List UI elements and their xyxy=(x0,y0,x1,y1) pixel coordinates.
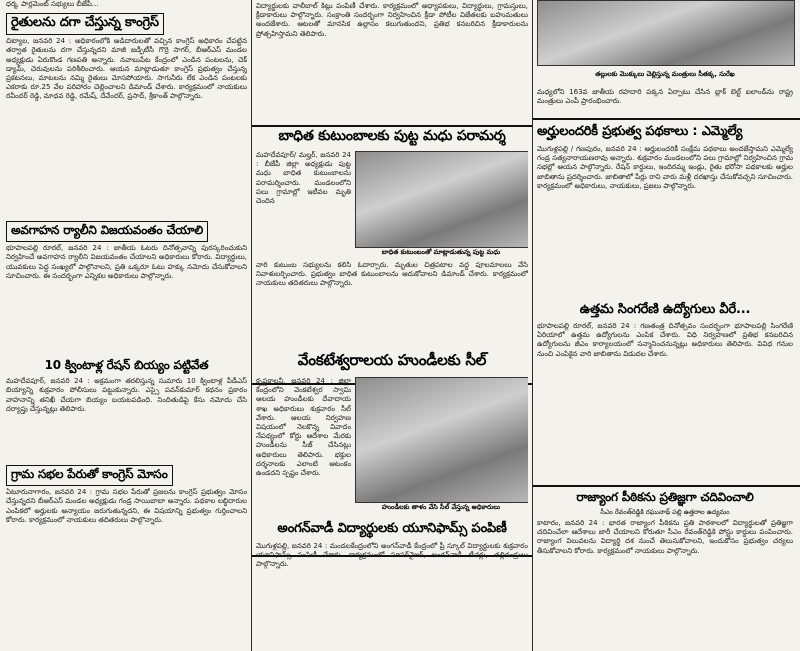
photo-hundi-sealing xyxy=(355,377,528,503)
column-left xyxy=(6,0,247,651)
headline-constitution-preamble: రాజ్యాంగ పీఠికను ప్రతిజ్ఞగా చదివించాలి xyxy=(576,490,754,504)
headline-farmers: రైతులను దగా చేస్తున్న కాంగ్రెస్ xyxy=(6,13,164,35)
article-body-top: మధ్యలోని 163వ జాతీయ రహదారి పక్కన ఏర్పాటు చేసిన బ్లాక్ బెల్ట్ ఐలాండ్‌ను రాష్ట్ర మంత్రులు ఎంపీ ప్రారంభించారు. xyxy=(537,88,793,106)
photo-bereaved-family xyxy=(355,151,528,248)
photo-caption: బాధిత కుటుంబంతో మాట్లాడుతున్న పుట్ట మధు xyxy=(381,248,501,256)
headline-rally: అవగాహన ర్యాలీని విజయవంతం చేయాలి xyxy=(6,221,208,242)
article-fragment: ధర్మ, పార్లమెంట్ సభ్యులు బీజేపీ... xyxy=(6,0,99,8)
headline-ration-rice: 10 క్వింటాళ్ల రేషన్ బియ్యం పట్టివేత xyxy=(44,358,209,373)
column-rule xyxy=(251,0,252,651)
article-body-anganwadi: మొగుళ్లపల్లి, జనవరి 24 : మండలకేంద్రంలోని అంగన్‌వాడీ కేంద్రంలో ప్రీ స్కూల్ విద్యార్థులకు శుక్రవారం యూనిఫామ్స్ పంపిణీ చేశారు. కార్యక్రమంలో సూపర్‌వైజర్, అంగన్‌వాడీ టీచర్లు, తల్లిదండ్రులు పాల్గొన్నారు. xyxy=(256,542,528,569)
headline-hundi-seal: వేంకటేశ్వరాలయ హుండీలకు సీల్ xyxy=(297,351,487,369)
article-body-top: విద్యార్థులకు వాలీబాల్ కిట్లు పంపిణీ చేశారు. కార్యక్రమంలో అధ్యాపకులు, విద్యార్థులు, గ్రామస్తులు, క్రీడాకారులు పాల్గొన్నారు. సంక్రాంతి సందర్భంగా నిర్వహించిన క్రీడా పోటీల విజేతలకు బహుమతులు అందజేశారు. ఆటలతో మానసిక ఉల్లాసం కలుగుతుందని, ప్రతిభ కనబరిచిన క్రీడాకారులను ప్రోత్సహిస్తామని తెలిపారు. xyxy=(256,2,528,38)
article-body-gram-sabha: ఏటూరునాగారం, జనవరి 24 : గ్రామ సభల పేరుతో ప్రజలను కాంగ్రెస్ ప్రభుత్వం మోసం చేస్తున్నదని బీఆర్ఎస్ మండల అధ్యక్షుడు గండ్ర సాయిబాబా అన్నారు. పథకాల లబ్ధిదారుల ఎంపికలో అర్హులకు అన్యాయం జరుగుతున్నదని, ఈ విషయాన్ని ప్రభుత్వం గుర్తించాలని కోరారు. కార్యక్రమంలో నాయకులు తదితరులు పాల్గొన్నారు. xyxy=(6,488,247,524)
headline-welfare-schemes: అర్హులందరికీ ప్రభుత్వ పథకాలు : ఎమ్మెల్యే xyxy=(537,124,743,139)
article-body-rally: భూపాలపల్లి రూరల్, జనవరి 24 : జాతీయ ఓటరు దినోత్సవాన్ని పురస్కరించుకుని నిర్వహించే అవగాహన ర్యాలీని విజయవంతం చేయాలని అధికారులు కోరారు. విద్యార్థులు, యువకులు పెద్ద సంఖ్యలో పాల్గొనాలని, ప్రతి ఒక్కరూ ఓటు హక్కు నమోదు చేసుకోవాలని సూచించారు. ఈ సందర్భంగా ఎన్నికల అధికారులు పాల్గొన్నారు. xyxy=(6,244,247,280)
article-body-farmers: చిట్యాల, జనవరి 24 : అధికారంలోకి అడిదారులతో వచ్చిన కాంగ్రెస్ అధికారం చేపట్టిన తర్వాత రైతులను దగా చేస్తున్నదని మాజీ జడ్పీటీసీ గొర్రె సాగర్, బీఆర్ఎస్ మండల అధ్యక్షుడు ఏరుకొండ గణపతి అన్నారు. నవాబుపేట కేంద్రంలో ఎండిన పంటలను, చెక్ డ్యామ్, చెరువులను పరిశీలించారు. ఆయన మాట్లాడుతూ కాంగ్రెస్ ప్రభుత్వం చేస్తున్న ప్రకటనలు, మాటలను నమ్మి రైతులు మోసపోయారు. సాగునీరు లేక ఎండిన పంటలకు ఎకరాకు రూ.25 వేల పరిహారం చెల్లించాలని డిమాండ్ చేశారు. కార్యక్రమంలో నాయకులు రవీందర్ రెడ్డి, మాధవ రెడ్డి, రమేష్, దేవేందర్, ప్రసాద్, శ్రీకాంత్ పాల్గొన్నారు. xyxy=(6,37,247,101)
article-body-ration-rice: మహదేవపూర్, జనవరి 24 : అక్రమంగా తరలిస్తున్న సుమారు 10 క్వింటాళ్ల పీడీఎస్ బియ్యాన్ని శుక్రవారం పోలీసులు పట్టుకున్నారు. ఎస్సై పవన్‌కుమార్ కథనం ప్రకారం వాహనాన్ని తనిఖీ చేయగా బియ్యం బయటపడింది. నిందితుడిపై కేసు నమోదు చేసి దర్యాప్తు చేస్తున్నట్లు తెలిపారు. xyxy=(6,377,247,413)
article-body-putta-madhu: మహదేవపూర్/ మల్హర్, జనవరి 24 : బీజేపీ జిల్లా అధ్యక్షుడు పుట్ట మధు బాధిత కుటుంబాలను పరామర్శించారు. మండలంలోని పలు గ్రామాల్లో ఇటీవల మృతి చెందిన xyxy=(256,151,351,206)
photo-ministers-offering xyxy=(537,0,795,66)
article-body-putta-madhu-cont: వారి కుటుంబ సభ్యులను కలిసి ఓదార్చారు. మృతుల చిత్రపటాల వద్ద పూలమాలలు వేసి నివాళులర్పించారు. ప్రభుత్వం బాధిత కుటుంబాలను ఆదుకోవాలని డిమాండ్ చేశారు. కార్యక్రమంలో నాయకులు తదితరులు పాల్గొన్నారు. xyxy=(256,261,528,288)
headline-putta-madhu: బాధిత కుటుంబాలకు పుట్ట మధు పరామర్శ xyxy=(278,128,506,144)
headline-anganwadi-uniforms: అంగన్‌వాడీ విద్యార్థులకు యూనిఫామ్స్ పంపిణీ xyxy=(277,521,507,536)
column-right xyxy=(537,0,795,651)
photo-caption: హుండీలకు తాళం వేసి సీల్ వేస్తున్న అధికారులు xyxy=(381,503,501,511)
column-middle xyxy=(256,0,528,651)
photo-caption: తల్లులకు మొక్కులు చెల్లిస్తున్న మంత్రులు సీతక్క, సురేఖ xyxy=(595,70,735,78)
article-body-singareni: భూపాలపల్లి రూరల్, జనవరి 24 : గణతంత్ర దినోత్సవం సందర్భంగా భూపాలపల్లి సింగరేణి ఏరియాలో ఉత్తమ ఉద్యోగులను ఎంపిక చేశారు. విధి నిర్వహణలో ప్రతిభ కనబరిచిన ఉద్యోగులను జీఎం కార్యాలయంలో సన్మానించనున్నట్లు అధికారులు తెలిపారు. వివిధ గనుల నుంచి ఎంపికైన వారి జాబితాను విడుదల చేశారు. xyxy=(537,322,793,358)
article-body-welfare: మొగుళ్లపల్లి / గణపురం, జనవరి 24 : అర్హులందరికీ సంక్షేమ పథకాలు అందజేస్తామని ఎమ్మెల్యే గండ్ర సత్యనారాయణరావు అన్నారు. శుక్రవారం మండలంలోని పలు గ్రామాల్లో నిర్వహించిన గ్రామ సభల్లో ఆయన పాల్గొన్నారు. రేషన్ కార్డులు, ఇందిరమ్మ ఇండ్లు, రైతు భరోసా పథకాలకు అర్హుల జాబితాను ప్రదర్శించారు. జాబితాలో పేర్లు రాని వారు మళ్లీ దరఖాస్తు చేసుకోవచ్చని సూచించారు. కార్యక్రమంలో అధికారులు, నాయకులు, ప్రజలు పాల్గొన్నారు. xyxy=(537,145,793,190)
subheadline-postcard-campaign: సీఎం రేవంత్‌రెడ్డికి రఘునాథ్ పల్లి ఉత్తరాల ఉద్యమం xyxy=(600,508,730,516)
column-rule xyxy=(532,0,533,651)
article-body-constitution: కాటారం, జనవరి 24 : భారత రాజ్యాంగ పీఠికను ప్రతి పాఠశాలలో విద్యార్థులతో ప్రతిజ్ఞగా చదివించేలా ఆదేశాలు జారీ చేయాలని కోరుతూ సీఎం రేవంత్‌రెడ్డికి పోస్టు కార్డులు పంపించారు. రాజ్యాంగ విలువలను విద్యార్థి దశ నుంచే తెలుసుకోవాలని, ఇందుకోసం ప్రభుత్వం చర్యలు తీసుకోవాలని కోరారు. కార్యక్రమంలో నాయకులు పాల్గొన్నారు. xyxy=(537,519,793,555)
article-body-hundi-seal: కృష్ణకాలనీ, జనవరి 24 : జిల్లా కేంద్రంలోని వెంకటేశ్వర స్వామి ఆలయ హుండీలకు దేవాదాయ శాఖ అధికారులు శుక్రవారం సీల్ వేశారు. ఆలయ నిర్వహణ విషయంలో నెలకొన్న వివాదం నేపథ్యంలో కోర్టు ఆదేశాల మేరకు హుండీలను సీజ్ చేసినట్లు అధికారులు తెలిపారు. భక్తుల దర్శనాలకు ఎలాంటి ఆటంకం ఉండదని స్పష్టం చేశారు. xyxy=(256,377,351,478)
headline-singareni-employees: ఉత్తమ సింగరేణి ఉద్యోగులు వీరే... xyxy=(579,302,751,317)
headline-gram-sabha: గ్రామ సభల పేరుతో కాంగ్రెస్ మోసం xyxy=(6,465,173,486)
